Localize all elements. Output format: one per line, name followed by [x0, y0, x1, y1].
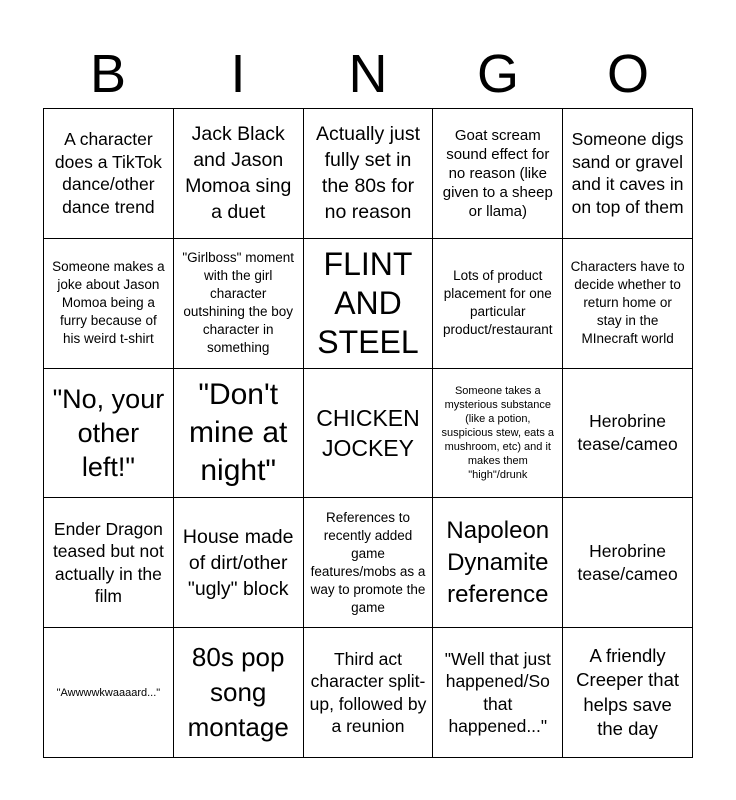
cell-text: 80s pop song montage	[187, 642, 289, 743]
cell-text: Jack Black and Jason Momoa sing a duet	[185, 123, 292, 224]
cell-text: Someone takes a mysterious substance (like a potion, suspicious stew, eats a mushroom, etc) and it makes them "high"/drunk	[441, 384, 555, 481]
cell-text: "Awwwwkwaaaard..."	[56, 686, 161, 699]
bingo-cell[interactable]	[304, 498, 434, 628]
header-letter-o: O	[606, 44, 649, 104]
bingo-cell[interactable]	[563, 109, 693, 239]
bingo-cell[interactable]	[304, 239, 434, 369]
cell-text: A friendly Creeper that helps save the day	[576, 644, 680, 740]
bingo-cell[interactable]	[44, 498, 174, 628]
header-letter-i: I	[230, 44, 246, 104]
bingo-cell[interactable]	[563, 628, 693, 758]
cell-text: "No, your other left!"	[52, 383, 165, 482]
cell-text: A character does a TikTok dance/other dance trend	[54, 129, 162, 217]
cell-text: Napoleon Dynamite reference	[446, 516, 550, 608]
cell-text: "Well that just happened/So that happened..."	[444, 648, 551, 737]
bingo-cell[interactable]	[304, 109, 434, 239]
bingo-cell[interactable]	[44, 239, 174, 369]
bingo-cell[interactable]	[304, 628, 434, 758]
cell-text: Lots of product placement for one particular product/restaurant	[443, 268, 553, 338]
cell-text: House made of dirt/other "ugly" block	[182, 525, 294, 600]
bingo-cell[interactable]	[174, 369, 304, 499]
cell-text: Herobrine tease/cameo	[577, 541, 678, 584]
cell-text: Characters have to decide whether to return home or stay in the MInecraft world	[570, 259, 685, 347]
cell-text: Someone makes a joke about Jason Momoa being a furry because of his weird t-shirt	[52, 259, 165, 347]
cell-text: Third act character split-up, followed by a reunion	[309, 648, 427, 737]
bingo-cell[interactable]	[174, 498, 304, 628]
bingo-cell[interactable]	[44, 628, 174, 758]
cell-text: Herobrine tease/cameo	[577, 411, 678, 454]
cell-text: FLINT AND STEEL	[317, 245, 419, 360]
bingo-cell[interactable]	[433, 628, 563, 758]
bingo-cell[interactable]	[433, 498, 563, 628]
bingo-cell[interactable]	[563, 369, 693, 499]
bingo-cell[interactable]	[44, 369, 174, 499]
bingo-cell[interactable]	[174, 239, 304, 369]
bingo-cell[interactable]	[44, 109, 174, 239]
bingo-grid	[43, 108, 693, 758]
bingo-cell[interactable]	[433, 239, 563, 369]
header-letter-n: N	[348, 44, 388, 104]
cell-text: Actually just fully set in the 80s for no reason	[315, 123, 421, 224]
bingo-cell[interactable]	[174, 628, 304, 758]
bingo-header	[43, 40, 693, 108]
cell-text: Ender Dragon teased but not actually in the film	[52, 518, 164, 607]
bingo-cell[interactable]	[433, 109, 563, 239]
bingo-cell[interactable]	[563, 239, 693, 369]
cell-text: Someone digs sand or gravel and it caves in on top of them	[571, 129, 684, 217]
cell-text: CHICKEN JOCKEY	[316, 404, 420, 461]
cell-text: "Don't mine at night"	[189, 377, 288, 487]
bingo-cell[interactable]	[433, 369, 563, 499]
header-letter-g: G	[476, 44, 519, 104]
bingo-cell[interactable]	[174, 109, 304, 239]
header-letter-b: B	[89, 44, 127, 104]
cell-text: References to recently added game features/mobs as a way to promote the game	[310, 509, 426, 615]
bingo-cell[interactable]	[304, 369, 434, 499]
cell-text: "Girlboss" moment with the girl character outshining the boy character in something	[182, 250, 294, 356]
cell-text: Goat scream sound effect for no reason (like given to a sheep or llama)	[442, 126, 553, 220]
bingo-cell[interactable]	[563, 498, 693, 628]
